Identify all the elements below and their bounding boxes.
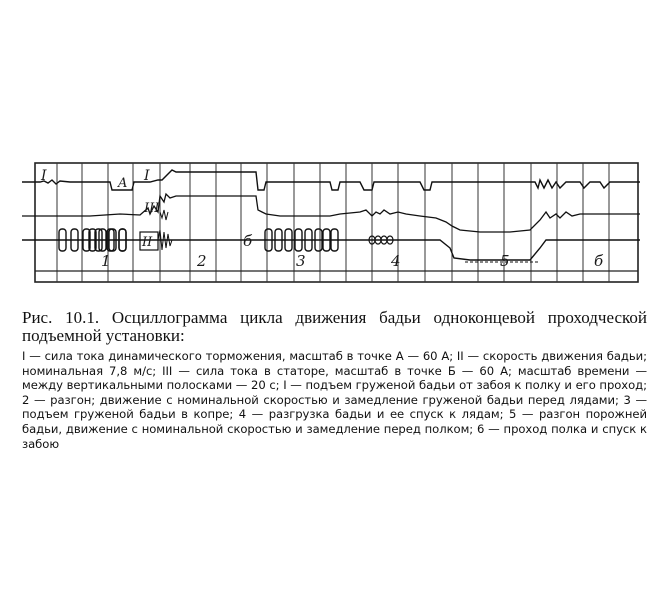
time-grid	[57, 163, 609, 282]
trace-current-dynamic-braking	[22, 170, 640, 190]
figure-caption-title: Рис. 10.1. Осциллограмма цикла движения бадьи одноконцевой проходческой подъемной установки:	[22, 308, 647, 345]
label-segment-start: I	[144, 168, 150, 184]
trace-stator-ripple	[160, 210, 168, 220]
segment-label-2: 2	[197, 252, 207, 270]
segment-label-6: б	[594, 252, 604, 270]
label-curve-i: I	[41, 168, 47, 184]
segment-label-3: 3	[296, 252, 306, 270]
segment-label-4: 4	[391, 252, 401, 270]
label-point-a: A	[118, 176, 128, 191]
segment-label-b: б	[243, 232, 253, 250]
figure-caption-body: I — сила тока динамического торможения, масштаб в точке A — 60 A; II — скорость движения бадьи; номинальная 7,8 м/с; III — сила тока в статоре, масштаб в точке Б — 60 A; масштаб времени — между вертикальными полосками — 20 с; I — подъем груженой бадьи от забоя к полку и его проход; 2 — разгон; движение с номинальной скоростью и замедление груженой бадьи перед лядами; 3 — подъем груженой бадьи в копре; 4 — разгрузка бадьи и ее спуск к лядам; 5 — разгон порожней бадьи, движение с номинальной скоростью и замедление перед полком; 6 — проход полка и спуск к забою	[22, 349, 647, 451]
trace-stator-current	[22, 194, 640, 232]
label-curve-iii: III	[144, 201, 160, 216]
segment-label-1: 1	[101, 252, 111, 270]
label-curve-ii: II	[142, 235, 153, 250]
segment-label-5: 5	[500, 252, 510, 270]
